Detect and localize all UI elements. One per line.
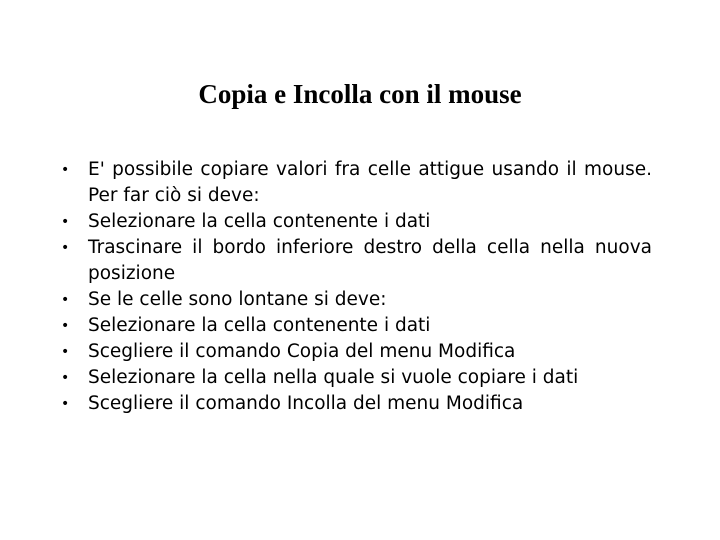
bullet-icon: • [61,214,70,230]
bullet-list [56,157,652,417]
bullet-text: Se le celle sono lontane si deve: [88,289,387,310]
slide-title: Copia e Incolla con il mouse [198,79,522,109]
list-item [56,339,652,365]
bullet-icon: • [61,318,70,334]
bullet-text: Trascinare il bordo inferiore destro della cella nella nuova posizione [88,237,652,284]
list-item [56,313,652,339]
bullet-text: Scegliere il comando Incolla del menu Modifica [88,393,524,414]
bullet-text: Scegliere il comando Copia del menu Modifica [88,341,516,362]
list-item [56,157,652,209]
bullet-icon: • [61,240,70,256]
bullet-text: Selezionare la cella contenente i dati [88,211,431,232]
bullet-icon: • [61,292,70,308]
list-item [56,365,652,391]
list-item [56,287,652,313]
list-item [56,391,652,417]
list-item [56,235,652,287]
bullet-text: Selezionare la cella contenente i dati [88,315,431,336]
bullet-icon: • [61,370,70,386]
list-item [56,209,652,235]
bullet-icon: • [61,344,70,360]
bullet-text: E' possibile copiare valori fra celle attigue usando il mouse. Per far ciò si deve: [88,159,652,206]
bullet-icon: • [61,162,70,178]
bullet-icon: • [61,396,70,412]
bullet-text: Selezionare la cella nella quale si vuole copiare i dati [88,367,579,388]
